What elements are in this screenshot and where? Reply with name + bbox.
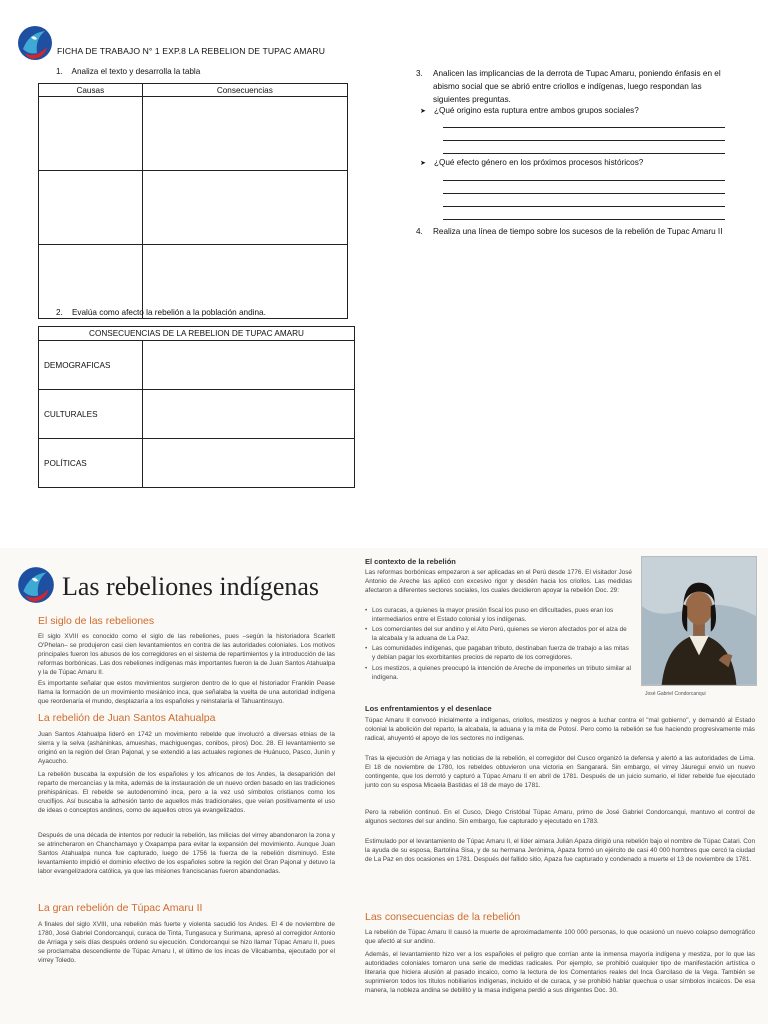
list-item: • Los mestizos, a quienes preocupó la intención de Areche de imponerles un tributo similar al indígena. bbox=[365, 664, 632, 682]
answer-line[interactable] bbox=[443, 193, 725, 194]
sub-heading: El contexto de la rebelión bbox=[365, 557, 456, 566]
table-row bbox=[39, 439, 355, 488]
question-2-number: 2. bbox=[56, 308, 63, 317]
portrait-caption: José Gabriel Condorcanqui bbox=[645, 691, 706, 697]
answer-line[interactable] bbox=[443, 206, 725, 207]
paragraph: Las reformas borbónicas empezaron a ser aplicadas en el Perú desde 1776. El visitador José Antonio de Areche las aplicó con excesivo rigor y desdén hacia los criollos. Las medidas afectaron a diferentes sectores sociales, los cuales decidieron apoyar la rebelión Doc. 29: bbox=[365, 569, 632, 595]
question-3-text: Analicen las implicancias de la derrota de Tupac Amaru, poniendo énfasis en el abismo social que se abrió entre criollos e indígenas, luego respondan las siguientes preguntas. bbox=[433, 69, 721, 104]
section-heading: La gran rebelión de Túpac Amaru II bbox=[38, 902, 203, 914]
worksheet-title: FICHA DE TRABAJO N° 1 EXP.8 LA REBELION DE TUPAC AMARU bbox=[57, 46, 326, 56]
portrait-illustration bbox=[642, 557, 756, 685]
question-3-sub-1 bbox=[420, 106, 639, 115]
answer-line[interactable] bbox=[443, 180, 725, 181]
table-row bbox=[39, 341, 355, 390]
row-label-culturales: CULTURALES bbox=[39, 390, 143, 439]
school-logo-icon bbox=[15, 564, 57, 606]
paragraph: Pero la rebelión continuó. En el Cusco, Diego Cristóbal Túpac Amaru, primo de José Gabriel Condorcanqui, mantuvo el control de algunos sectores del sur andino. Sin embargo, fue capturado y ejecutado en 1783. bbox=[365, 809, 755, 826]
answer-cell[interactable] bbox=[143, 390, 355, 439]
answer-cell[interactable] bbox=[143, 341, 355, 390]
row-label-demograficas: DEMOGRAFICAS bbox=[39, 341, 143, 390]
bullet-list bbox=[365, 606, 632, 683]
answer-cell[interactable] bbox=[143, 439, 355, 488]
paragraph: Además, el levantamiento hizo ver a los españoles el peligro que corrían ante la inmensa mayoría indígena y mestiza, por lo que las autoridades coloniales tomaron una serie de medidas radicales. Por ejemplo, se prohibió cualquier tipo de manifestación artística o literaria que hiciera alusión al pasado incaico, como la lectura de los Comentarios reales del Inca Garcilaso de la Vega. También se suprimieron todos los títulos nobiliarios indígenas, incluido el de curaca, y se prohibió hablar quechua o usar símbolos incaicos. De esa manera, la nobleza andina se debilitó y la masa indígena perdió a sus dirigentes Doc. 30. bbox=[365, 951, 755, 995]
arrow-bullet-icon: ➤ bbox=[420, 160, 426, 167]
section-heading: El siglo de las rebeliones bbox=[38, 615, 155, 627]
paragraph: Después de una década de intentos por reducir la rebelión, las milicias del virrey abandonaron la zona y se atrincheraron en Chanchamayo y Oxapampa para evitar la expansión del movimiento. Aunque Juan Santos Atahualpa nunca fue capturado, luego de 1756 la fuerza de la rebelión disminuyó. Este levantamiento impidió el dominio efectivo de los españoles sobre la región del Gran Pajonal y detuvo la labor evangelizadora católica, ya que las misiones franciscanas fueron abandonadas. bbox=[38, 832, 335, 876]
question-4 bbox=[416, 225, 736, 238]
list-item: • Los comerciantes del sur andino y el Alto Perú, quienes se vieron afectados por el alza de la alcabala y la aduana de La Paz. bbox=[365, 625, 632, 643]
sub-question-text: ¿Qué origino esta ruptura entre ambos grupos sociales? bbox=[434, 106, 639, 115]
list-item: • Las comunidades indígenas, que pagaban tributo, destinaban fuerza de trabajo a las mitas y debían pagar los exorbitantes precios de reparto de los corregidores. bbox=[365, 644, 632, 662]
paragraph: La rebelión de Túpac Amaru II causó la muerte de aproximadamente 100 000 personas, lo que ocasionó un nuevo colapso demográfico que afectó al sur andino. bbox=[365, 929, 755, 946]
paragraph: A finales del siglo XVIII, una rebelión más fuerte y violenta sacudió los Andes. El 4 de noviembre de 1780, José Gabriel Condorcanqui, curaca de Tinta, Tungasuca y Surimana, apresó al corregidor Antonio de Arriaga y seis días después ordenó su ejecución. Condorcanqui se hizo llamar Túpac Amaru II, pues se proclamaba descendiente de Túpac Amaru I, el último de los incas de Vilcabamba, ejecutado por el virrey Toledo. bbox=[38, 921, 335, 965]
question-2-text: Evalúa como afecto la rebelión a la población andina. bbox=[71, 308, 266, 317]
portrait-image bbox=[641, 556, 757, 686]
table-row bbox=[39, 390, 355, 439]
answer-line[interactable] bbox=[443, 127, 725, 128]
answer-cell[interactable] bbox=[39, 97, 143, 171]
table-header: CONSECUENCIAS DE LA REBELION DE TUPAC AMARU bbox=[39, 327, 355, 341]
table-row bbox=[39, 171, 348, 245]
sub-heading: Los enfrentamientos y el desenlace bbox=[365, 704, 492, 713]
question-3-number: 3. bbox=[416, 69, 423, 78]
answer-line[interactable] bbox=[443, 219, 725, 220]
textbook-page bbox=[0, 548, 768, 1024]
answer-cell[interactable] bbox=[142, 97, 347, 171]
section-heading: Las consecuencias de la rebelión bbox=[365, 911, 521, 923]
question-2 bbox=[56, 308, 266, 317]
table-header-causas: Causas bbox=[39, 84, 143, 97]
paragraph: Es importante señalar que estos movimientos surgieron dentro de lo que el historiador Franklin Pease llama la formación de un movimiento mesiánico inca, que señalaba la vuelta de una autoridad indígena que reordenaría el mundo, desplazaría a los españoles y reinstalaría el Tahuantinsuyo. bbox=[38, 680, 335, 706]
question-4-number: 4. bbox=[416, 227, 423, 236]
answer-cell[interactable] bbox=[142, 171, 347, 245]
question-1 bbox=[56, 67, 200, 76]
question-3-sub-2 bbox=[420, 158, 643, 167]
section-heading: La rebelión de Juan Santos Atahualpa bbox=[38, 712, 216, 724]
paragraph: Juan Santos Atahualpa lideró en 1742 un movimiento rebelde que involucró a diversas etnias de la sierra y la selva (asháninkas, amueshas, machiguengas, conibos, piros) Doc. 28. El levantamiento se originó en la región del Gran Pajonal, y se extendió a las actuales regiones de Huánuco, Pasco, Junín y Ayacucho. bbox=[38, 731, 335, 766]
paragraph: Túpac Amaru II convocó inicialmente a indígenas, criollos, mestizos y negros a luchar contra el "mal gobierno", y demandó al Estado colonial la abolición del reparto, la alcabala, la aduana y la mita de Potosí. Pero como la rebelión se fue haciendo progresivamente más radical, ahuyentó el apoyo de los sectores no indígenas. bbox=[365, 717, 755, 743]
paragraph: El siglo XVIII es conocido como el siglo de las rebeliones, pues –según la historiadora Scarlett O'Phelan– se produjeron casi cien levantamientos en contra de las autoridades coloniales. Los motivos principales fueron los abusos de los corregidores en el sistema de repartimientos y la introducción de las reformas borbónicas. Las dos rebeliones indígenas más importantes fueron la de Juan Santos Atahualpa y la de Túpac Amaru II. bbox=[38, 633, 335, 677]
sub-question-text: ¿Qué efecto género en los próximos procesos históricos? bbox=[434, 158, 644, 167]
table-row bbox=[39, 97, 348, 171]
causes-consequences-table bbox=[38, 83, 348, 319]
question-3 bbox=[416, 67, 736, 104]
list-item: • Los curacas, a quienes la mayor presión fiscal los puso en dificultades, pues eran los intermediarios entre el Estado colonial y los indígenas. bbox=[365, 606, 632, 624]
answer-cell[interactable] bbox=[39, 171, 143, 245]
rebellion-consequences-table bbox=[38, 326, 355, 488]
school-logo-icon bbox=[15, 23, 55, 63]
question-1-text: Analiza el texto y desarrolla la tabla bbox=[71, 67, 201, 76]
row-label-politicas: POLÍTICAS bbox=[39, 439, 143, 488]
paragraph: Tras la ejecución de Arriaga y las noticias de la rebelión, el corregidor del Cusco organizó la defensa y alertó a las autoridades de Lima. El 18 de noviembre de 1780, los rebeldes obtuvieron una victoria en Sangarará. Sin embargo, el virrey Jáuregui envió un nuevo contingente, que los derrotó y capturó a Túpac Amaru II en abril de 1781. Después de un juicio sumario, el líder rebelde fue ejecutado junto con su esposa Micaela Bastidas el 18 de mayo de 1781. bbox=[365, 755, 755, 790]
paragraph: Estimulado por el levantamiento de Túpac Amaru II, el líder aimara Julián Apaza dirigió una rebelión bajo el nombre de Túpac Catari. Con la ayuda de su esposa, Bartolina Sisa, y de su hermana Jerónima, Apaza formó un ejército de casi 40 000 hombres que cercó la ciudad de La Paz en dos ocasiones en 1781. Después del fallido sitio, Apaza fue capturado y condenado a muerte el 13 de noviembre de 1781. bbox=[365, 838, 755, 864]
table-header-consecuencias: Consecuencias bbox=[142, 84, 347, 97]
answer-line[interactable] bbox=[443, 140, 725, 141]
paragraph: La rebelión buscaba la expulsión de los españoles y los africanos de los Andes, la desaparición del reparto de mercancías y la mita, además de la instauración de un nuevo orden basado en las tradiciones prehispánicas. El rebelde se autodenominó inca, pero a la vez usó símbolos cristianos como los crucifijos. Así buscaba la adhesión tanto de aquellos más tradicionales, que veían positivamente el uso de ideas o conceptos andinos, como de aquellos otros ya evangelizados. bbox=[38, 771, 335, 815]
page-title: Las rebeliones indígenas bbox=[62, 572, 320, 601]
answer-line[interactable] bbox=[443, 153, 725, 154]
arrow-bullet-icon: ➤ bbox=[420, 108, 426, 115]
question-4-text: Realiza una línea de tiempo sobre los sucesos de la rebelión de Tupac Amaru II bbox=[433, 227, 723, 236]
question-1-number: 1. bbox=[56, 67, 63, 76]
